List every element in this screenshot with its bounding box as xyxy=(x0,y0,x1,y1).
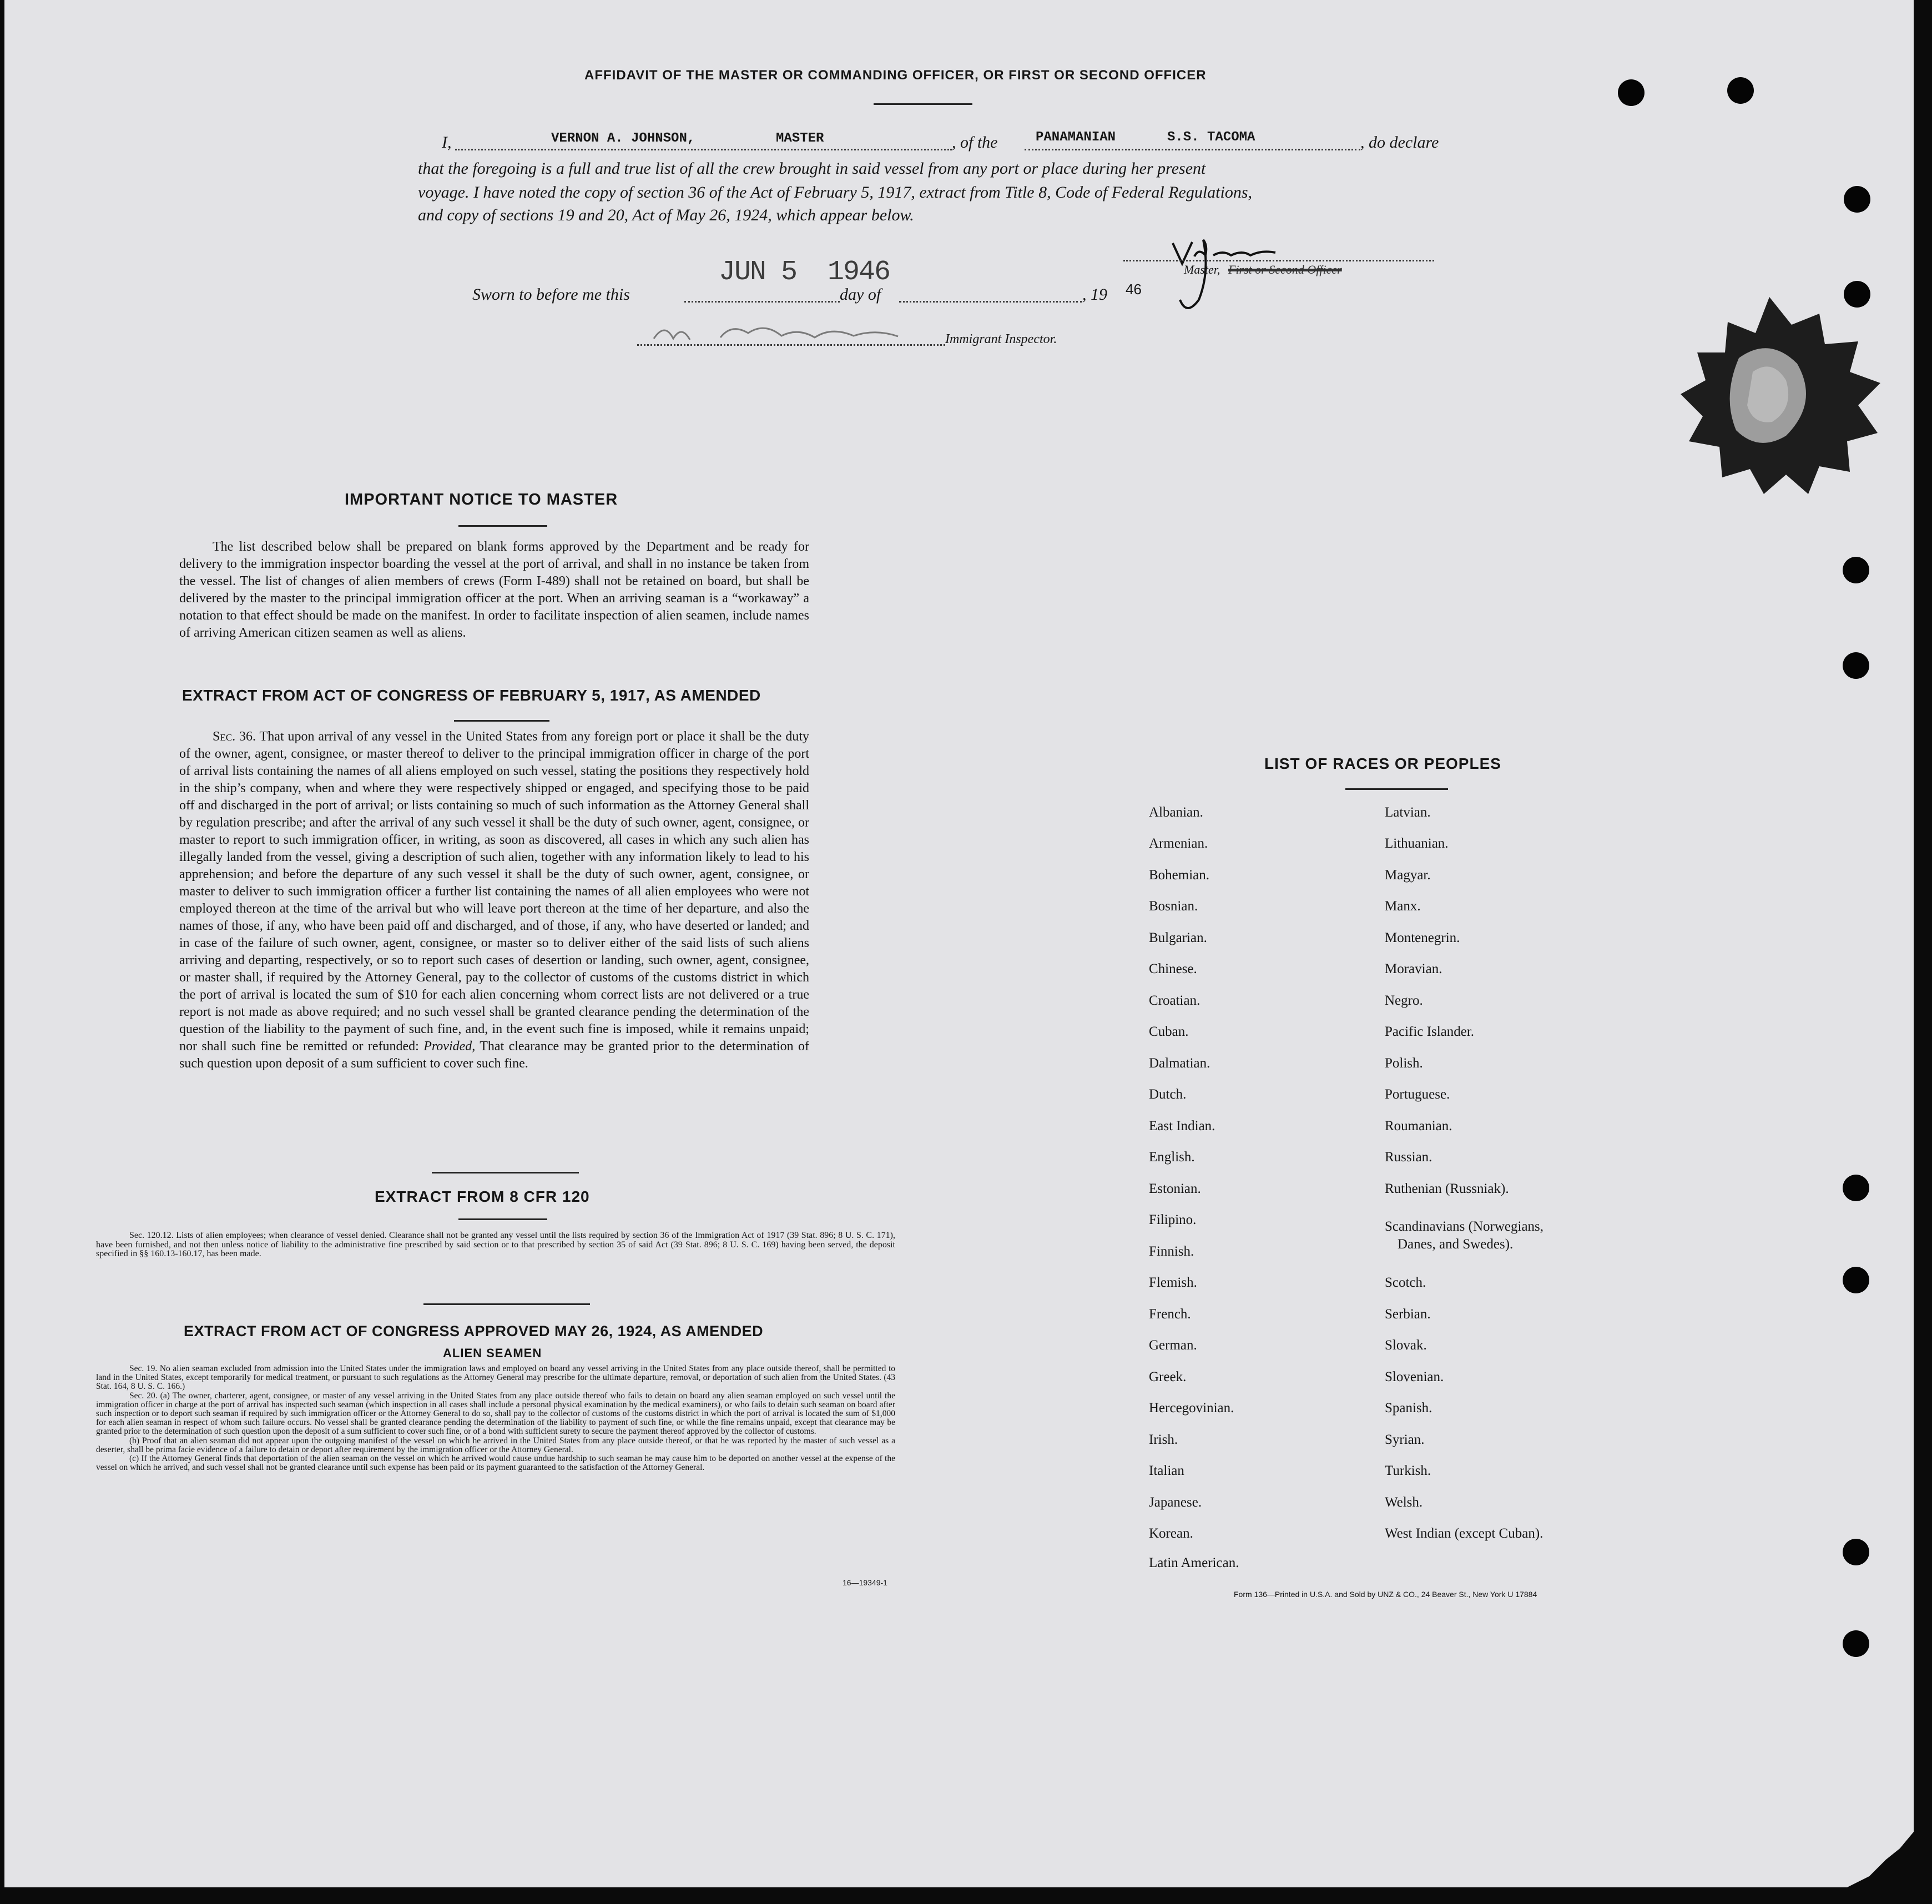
race-item: Croatian. xyxy=(1149,993,1200,1008)
cfr-rule xyxy=(458,1218,547,1220)
race-item: Flemish. xyxy=(1149,1275,1197,1290)
binder-hole xyxy=(1843,1267,1869,1293)
race-item: Ruthenian (Russniak). xyxy=(1385,1181,1509,1196)
vessel-fill: S.S. TACOMA xyxy=(1167,130,1255,145)
affidavit-line-2: that the foregoing is a full and true list of all the crew brought in said vessel from any port or place during her present xyxy=(418,159,1206,178)
race-item: English. xyxy=(1149,1150,1195,1165)
race-item: Turkish. xyxy=(1385,1463,1431,1478)
vessel-line xyxy=(1025,149,1360,150)
sec-20a-text: Sec. 20. (a) The owner, charterer, agent, consignee, or master of any vessel arriving in the United States from any place outside thereof who fails to detain on board any alien seaman employed on such vessel until the immigration officer in charge at the port of arrival has inspected such seaman (which inspection in all cases shall include a personal physical examination by the medical examiners), or who fails to detain such seaman on board after such inspection or to deport such seaman if required by such immigration officer or the Attorney General to do so, shall pay to the collector of customs of the customs district in which the port of arrival is located the sum of $1,000 for each alien seaman in respect of whom such failure occurs. No vessel shall be granted clearance pending the determination of the liability to payment of such fine, or while the fine remains unpaid, except that clearance may be granted prior to the determination of such question upon the deposit of a sum sufficient to cover such fine, or of a bond with sufficient surety to secure the payment thereof approved by the collector of customs. xyxy=(96,1391,895,1437)
extract-1917-end-rule xyxy=(432,1172,579,1173)
affidavit-line-3: voyage. I have noted the copy of section 36 of the Act of February 5, 1917, extract from Title 8, Code of Federal Regulations, xyxy=(418,183,1253,202)
binder-hole xyxy=(1843,1630,1869,1657)
binder-hole xyxy=(1843,1175,1869,1201)
alien-seamen-subheading: ALIEN SEAMEN xyxy=(443,1346,542,1360)
race-item: Latin American. xyxy=(1149,1555,1239,1570)
race-item: Scandinavians (Norwegians, xyxy=(1385,1219,1544,1234)
extract-1924-body xyxy=(96,1364,895,1472)
race-item: Slovenian. xyxy=(1385,1369,1444,1384)
race-item: Bulgarian. xyxy=(1149,930,1207,945)
race-item: Chinese. xyxy=(1149,961,1197,976)
sec-20b-text: (b) Proof that an alien seaman did not appear upon the outgoing manifest of the vessel on which he arrived in the United States from any place outside thereof, or that he was reported by the master of such vessel as a deserter, shall be prima facie evidence of a failure to detain or deport after requirement by the immigration officer or the Attorney General. xyxy=(96,1435,895,1454)
race-item: Danes, and Swedes). xyxy=(1398,1237,1514,1252)
sworn-day-line xyxy=(684,301,840,303)
affidavit-title-rule xyxy=(874,103,972,105)
binder-hole xyxy=(1843,1539,1869,1565)
race-item: Armenian. xyxy=(1149,836,1208,851)
binder-hole xyxy=(1844,281,1870,308)
race-item: Scotch. xyxy=(1385,1275,1426,1290)
inspector-line xyxy=(637,344,945,346)
sec-20c-text: (c) If the Attorney General finds that deportation of the alien seaman on the vessel on which he arrived would cause undue hardship to such seaman he may cause him to be deported on another vessel at the expense of the vessel on which he arrived, and such vessel shall not be granted clearance until such expense has been paid or its payment guaranteed to the satisfaction of the Attorney General. xyxy=(96,1454,895,1473)
race-item: Estonian. xyxy=(1149,1181,1201,1196)
race-item: Roumanian. xyxy=(1385,1119,1452,1134)
nationality-fill: PANAMANIAN xyxy=(1036,130,1116,145)
race-item: Manx. xyxy=(1385,899,1421,914)
sec-36-body-end: That clearance may be granted prior to the determination of such question upon deposit of a sum sufficient to cover such fine. xyxy=(179,1039,810,1071)
extract-1917-body xyxy=(179,728,809,1072)
binder-hole xyxy=(1843,557,1869,583)
sec-19-text: Sec. 19. No alien seaman excluded from admission into the United States under the immigration laws and employed on board any vessel arriving in the United States from any place outside thereof, shall be permitted to land in the United States, except temporarily for medical treatment, or pursuant to such regulations as the Attorney General may prescribe for the ultimate departure, removal, or deportation of such alien from the United States. (43 Stat. 164, 8 U. S. C. 166.) xyxy=(96,1364,895,1392)
extract-1917-heading: EXTRACT FROM ACT OF CONGRESS OF FEBRUARY 5, 1917, AS AMENDED xyxy=(182,687,761,704)
race-item: Negro. xyxy=(1385,993,1423,1008)
torn-corner xyxy=(1847,1832,1914,1887)
race-item: Russian. xyxy=(1385,1150,1432,1165)
date-stamp: JUN 5 1946 xyxy=(719,256,890,288)
binder-hole xyxy=(1844,186,1870,213)
race-item: Montenegrin. xyxy=(1385,930,1460,945)
race-item: Italian xyxy=(1149,1463,1184,1478)
race-item: Hercegovinian. xyxy=(1149,1401,1234,1416)
master-signature-line xyxy=(1123,260,1434,261)
sworn-comma-19: , 19 xyxy=(1082,285,1107,304)
document-page xyxy=(4,0,1914,1887)
affidavit-do-declare: , do declare xyxy=(1360,133,1439,152)
race-item: Irish. xyxy=(1149,1432,1178,1447)
binder-hole xyxy=(1618,79,1645,106)
binder-hole xyxy=(1727,77,1754,104)
form-footer: Form 136—Printed in U.S.A. and Sold by UNZ & CO., 24 Beaver St., New York U 17884 xyxy=(1234,1590,1537,1599)
race-item: Moravian. xyxy=(1385,961,1442,976)
race-item: Greek. xyxy=(1149,1369,1187,1384)
sworn-month-line xyxy=(899,301,1082,303)
race-item: Dutch. xyxy=(1149,1087,1187,1102)
race-item: Lithuanian. xyxy=(1385,836,1449,851)
race-item: Spanish. xyxy=(1385,1401,1432,1416)
race-item: French. xyxy=(1149,1307,1191,1322)
extract-1917-rule xyxy=(454,720,549,722)
struck-officer-label: First or Second Officer xyxy=(1228,263,1342,276)
race-item: Pacific Islander. xyxy=(1385,1024,1475,1039)
race-item: Welsh. xyxy=(1385,1495,1423,1510)
master-label: Master, xyxy=(1184,263,1220,276)
notary-seal xyxy=(1653,275,1897,497)
race-item: Dalmatian. xyxy=(1149,1056,1210,1071)
race-item: Cuban. xyxy=(1149,1024,1189,1039)
race-item: Polish. xyxy=(1385,1056,1423,1071)
race-item: Bosnian. xyxy=(1149,899,1198,914)
race-item: West Indian (except Cuban). xyxy=(1385,1526,1543,1541)
race-item: German. xyxy=(1149,1338,1197,1353)
master-signature xyxy=(1148,233,1359,322)
notice-body: The list described below shall be prepared on blank forms approved by the Department and be ready for delivery to the immigration inspector boarding the vessel at the port of arrival, and shall in no instance be taken from the vessel. The list of changes of alien members of crews (Form I-489) shall not be retained on board, but shall be delivered by the master to the principal immigration officer at the port. When an arriving seaman is a “workaway” a notation to that effect should be made on the manifest. In order to facilitate inspection of alien seamen, include names of arriving American citizen seamen as well as aliens. xyxy=(179,540,809,640)
sec-36-provided: Provided, xyxy=(423,1039,476,1054)
sworn-year-fill: 46 xyxy=(1126,281,1142,298)
master-name-fill: VERNON A. JOHNSON, xyxy=(551,131,695,146)
races-heading: LIST OF RACES OR PEOPLES xyxy=(1264,755,1501,772)
race-item: Korean. xyxy=(1149,1526,1193,1541)
print-code: 16—19349-1 xyxy=(843,1578,887,1587)
cfr-end-rule xyxy=(423,1303,590,1305)
races-heading-rule xyxy=(1345,788,1448,790)
notice-heading: IMPORTANT NOTICE TO MASTER xyxy=(345,491,618,508)
sworn-day-of: day of xyxy=(840,285,881,304)
race-item: East Indian. xyxy=(1149,1119,1215,1134)
race-item: Portuguese. xyxy=(1385,1087,1450,1102)
cfr-heading: EXTRACT FROM 8 CFR 120 xyxy=(375,1188,590,1205)
sworn-prefix: Sworn to before me this xyxy=(472,285,630,304)
affidavit-line-4: and copy of sections 19 and 20, Act of May 26, 1924, which appear below. xyxy=(418,206,914,224)
binder-hole xyxy=(1843,652,1869,679)
race-item: Serbian. xyxy=(1385,1307,1431,1322)
master-title-fill: MASTER xyxy=(776,131,824,146)
sec-36-label: Sec. 36. xyxy=(213,729,256,744)
cfr-body: Sec. 120.12. Lists of alien employees; when clearance of vessel denied. Clearance shall not be granted any vessel until the lists required by section 36 of the Immigration Act of 1917 (39 Stat. 896; 8 U. S. C. 171), have been furnished, and not then unless notice of liability to the administrative fine prescribed by said section or to that prescribed by section 35 of said Act (39 Stat. 896; 8 U. S. C. 169) having been served, the deposit specified in §§ 160.13-160.17, has been made. xyxy=(96,1231,895,1258)
race-item: Finnish. xyxy=(1149,1244,1194,1259)
notice-heading-rule xyxy=(458,525,547,527)
race-item: Albanian. xyxy=(1149,805,1203,820)
master-name-line xyxy=(455,149,952,150)
sec-36-body: That upon arrival of any vessel in the United States from any foreign port or place it shall be the duty of the owner, agent, consignee, or master thereof to deliver to the principal immigration officer in charge of the port of arrival lists containing the names of all aliens employed on such vessel, stating the positions they respectively hold in the ship’s company, when and where they were respectively shipped or engaged, and specifying those to be paid off and discharged in the port of arrival; or lists containing so much of such information as the Attorney General shall by regulation prescribe; and after the arrival of any such vessel it shall be the duty of such owner, agent, consignee, or master to report to such immigration officer, in writing, as soon as discovered, all cases in which any such alien has illegally landed from the vessel, giving a description of such alien, together with any information likely to lead to his apprehension; and before the departure of any such vessel it shall be the duty of such owner, agent, consignee, or master to deliver to such immigration officer a further list containing the names of all alien employees who were not employed thereon at the time of the arrival but who will leave port thereon at the time of her departure, and also the names of those, if any, who have been paid off and discharged, and of those, if any, who have deserted or landed; and in case of the failure of such owner, agent, consignee, or master so to deliver either of the said lists of such aliens arriving and departing, respectively, or so to report such cases of desertion or landing, such owner, agent, consignee, or master shall, if required by the Attorney General, pay to the collector of customs of the customs district in which the port of arrival is located the sum of $10 for each alien concerning whom correct lists are not delivered or a true report is not made as above required; and no such vessel shall be granted clearance pending the determination of the question of the liability to the payment of such fine, and, in the event such fine is imposed, while it remains unpaid; nor shall such fine be remitted or refunded: xyxy=(179,729,809,1054)
race-item: Slovak. xyxy=(1385,1338,1427,1353)
extract-1924-heading: EXTRACT FROM ACT OF CONGRESS APPROVED MAY 26, 1924, AS AMENDED xyxy=(184,1323,764,1339)
race-item: Latvian. xyxy=(1385,805,1431,820)
affidavit-i-label: I, xyxy=(442,133,452,152)
race-item: Filipino. xyxy=(1149,1212,1197,1227)
inspector-label: Immigrant Inspector. xyxy=(945,332,1057,346)
affidavit-title: AFFIDAVIT OF THE MASTER OR COMMANDING OFFICER, OR FIRST OR SECOND OFFICER xyxy=(584,68,1207,83)
affidavit-of-the: , of the xyxy=(952,133,998,152)
race-item: Japanese. xyxy=(1149,1495,1202,1510)
race-item: Syrian. xyxy=(1385,1432,1425,1447)
race-item: Bohemian. xyxy=(1149,868,1210,883)
race-item: Magyar. xyxy=(1385,868,1431,883)
